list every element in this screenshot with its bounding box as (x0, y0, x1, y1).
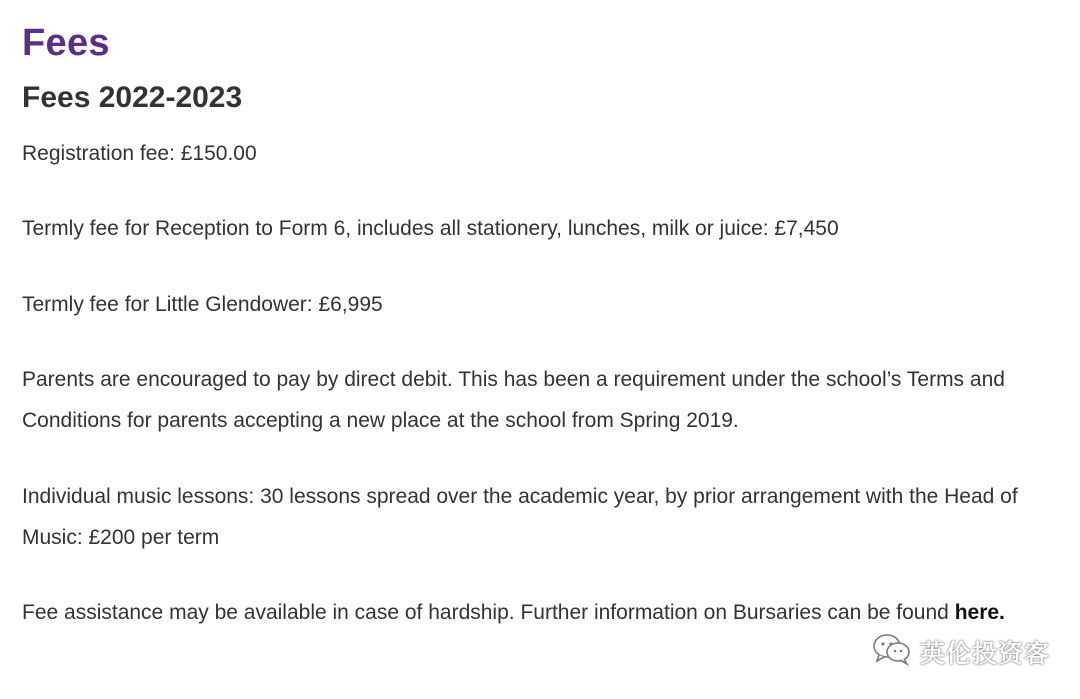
page-title: Fees (22, 22, 110, 64)
fee-assistance-text: Fee assistance may be available in case of hardship. Further information on Bursaries can be found (22, 601, 955, 624)
direct-debit-text: Parents are encouraged to pay by direct debit. This has been a requirement under the school’s Terms and Conditions for parents accepting a new place at the school from Spring 2019. (22, 368, 1005, 432)
registration-fee-text: Registration fee: £150.00 (22, 142, 257, 165)
wechat-icon (872, 632, 912, 671)
termly-fee-reception-text: Termly fee for Reception to Form 6, includes all stationery, lunches, milk or juice: £7,450 (22, 217, 839, 240)
termly-fee-little-glendower-text: Termly fee for Little Glendower: £6,995 (22, 293, 383, 316)
watermark-text: 英伦投资客 (919, 638, 1050, 668)
watermark (872, 632, 1050, 671)
music-lessons-text: Individual music lessons: 30 lessons spread over the academic year, by prior arrangement with the Head of Music: £200 per term (22, 485, 1018, 549)
bursaries-here-link[interactable]: here. (954, 601, 1005, 624)
section-title: Fees 2022-2023 (22, 81, 243, 114)
fee-assistance-paragraph (22, 592, 1062, 633)
